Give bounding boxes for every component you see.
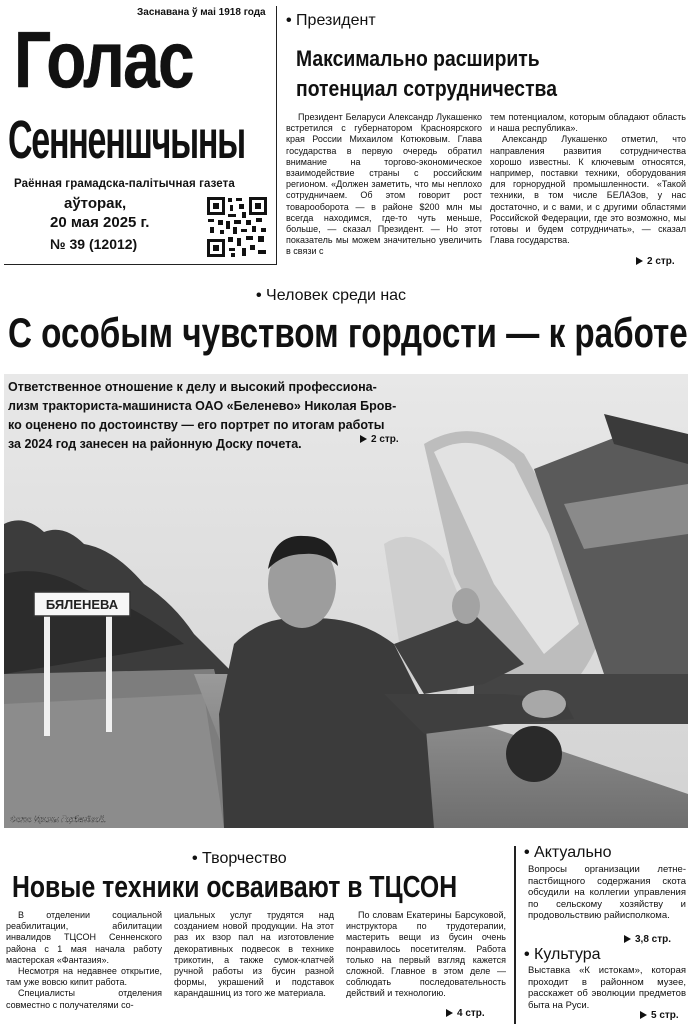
main-story-lead: Ответственное отношение к делу и высокий профессиона- лизм тракториста-машиниста ОАО «Беленево» Николая Бров- ко оценено по достоинству — его портрет по итогам работы за 2024 год занесен на районную Доску почета. [8,380,397,451]
top-story-headline: Максимально расширить потенциал сотрудничества [296,46,557,101]
masthead-title-line2: Сенненшчыны [8,110,245,170]
sidebar-item2-rubric: • Культура [524,946,601,963]
founded-note: Заснавана ў маі 1918 года [137,7,266,18]
issue-date: 20 мая 2025 г. [50,214,150,231]
sidebar-item1-page-ref[interactable]: 3,8 стр. [624,934,671,945]
arrow-right-icon [360,435,367,443]
issue-weekday: аўторак, [64,195,127,212]
masthead-title-line1: Голас [14,15,193,104]
arrow-right-icon [636,257,643,265]
bottom-story-page-ref[interactable]: 4 стр. [446,1008,485,1019]
bottom-story-col1: В отделении социальной реабилитации, абилитации инвалидов ТЦСОН Сенненского района с 1 мая начала работу мастерская «Фантазия». Несмотря на недавнее открытие, там уже вовсю кипит работа. Специалисты отделения совместно с получателями со- [6,910,162,1010]
bottom-story-col3: По словам Екатерины Барсуковой, инструктора по трудотерапии, мастерить вещи из бусин очень понравилось посетителям. Работа только на первый взгляд кажется сложной. Главное в этом деле — соблюдать последовательность действий и технологию. [346,910,506,999]
sidebar-item2-page-ref[interactable]: 5 стр. [640,1010,679,1021]
main-story-page-ref[interactable]: 2 стр. [360,434,399,445]
issue-number: № 39 (12012) [50,236,138,252]
top-story-col2: тем потенциалом, которым обладают область и наша республика». Александр Лукашенко отметил, что направления развития сотрудничества хорошо известны. К ключевым относятся, например, поставки техники, оборудования для горнорудной промышленности. «Такой техники, в том числе БЕЛАЗов, у нас достаточно, и с вами, и с другими областями Российской Федерации, где это возможно, мы готовы и будем сотрудничать», — сказал Глава государства. [490,112,686,246]
arrow-right-icon [624,935,631,943]
bottom-story-headline: Новые техники осваивают в ТЦСОН [12,869,458,904]
sidebar-divider [514,846,516,1024]
top-story-page-ref[interactable]: 2 стр. [636,256,675,267]
arrow-right-icon [640,1011,647,1019]
sidebar-item2-text: Выставка «К истокам», которая проходит в районном музее, расскажет об эволюции предметов быта на Руси. [528,965,686,1011]
arrow-right-icon [446,1009,453,1017]
masthead-subtitle: Раённая грамадска-палітычная газета [14,178,235,190]
main-story-headline: С особым чувством гордости — к работе [8,309,688,356]
top-story-rubric: • Президент [286,12,376,29]
bottom-story-col2: циальных услуг трудятся над созданием новой продукции. На этот раз их взор пал на изготовление декоративных подвесок в технике трикотин, а также сумок-клатчей ручной работы из бусин разной формы, украшений и подставок карандашниц из того же материала. [174,910,334,999]
photo-credit: Фото Ирины Горбачёвой. [10,815,107,824]
main-story-rubric: • Человек среди нас [256,287,407,304]
sidebar-item1-text: Вопросы организации летне-пастбищного содержания скота обсудили на коллегии управления по сельскому хозяйству и продовольствию райисполкома. [528,864,686,922]
bottom-story-rubric: • Творчество [192,850,287,867]
qr-code [206,196,268,258]
road-sign-text: БЯЛЕНЕВА [45,597,119,612]
sidebar-item1-rubric: • Актуально [524,844,612,861]
top-story-col1: Президент Беларуси Александр Лукашенко встретился с губернатором Красноярского края России Михаилом Котюковым. Глава государства в первую очередь обратил внимание на торгово-экономическое взаимодействие страны с российским регионом. «Должен заметить, что мы неплохо сотрудничаем. Об этом говорит рост товарооборота — в районе $200 млн мы всегда находимся, где-то чуть меньше, больше, — сказал Президент. — Но этот показатель мы можем значительно увеличить в связи с [286,112,482,257]
